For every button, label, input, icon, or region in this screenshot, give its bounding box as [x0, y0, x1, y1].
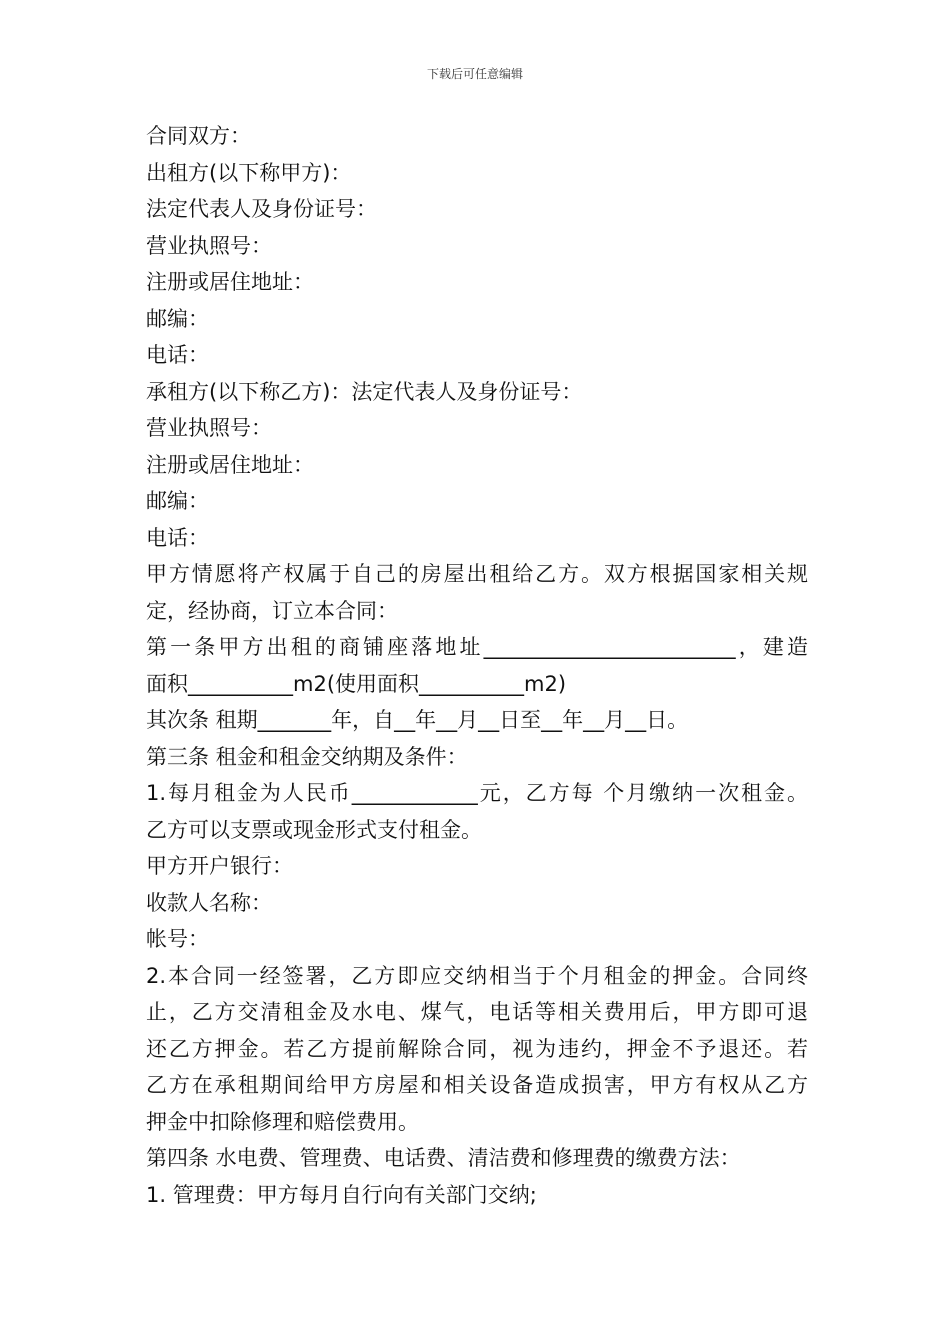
- text-line-lessee-address: 注册或居住地址：: [146, 452, 314, 477]
- text-line-lessor-representative: 法定代表人及身份证号：: [146, 197, 377, 221]
- text-line-preamble-1: 甲方情愿将产权属于自己的房屋出租给乙方。双方根据国家相关规: [146, 562, 808, 586]
- text-line-article-4: 第四条 水电费、管理费、电话费、清洁费和修理费的缴费方法：: [146, 1146, 741, 1170]
- text-line-preamble-2: 定，经协商，订立本合同：: [146, 598, 398, 623]
- text-line-article-1-a: 第一条甲方出租的商铺座落地址________________________，建造: [146, 635, 808, 659]
- text-line-deposit-b: 止，乙方交清租金及水电、煤气，电话等相关费用后，甲方即可退: [146, 1000, 808, 1024]
- text-line-article-3: 第三条 租金和租金交纳期及条件：: [146, 744, 468, 769]
- text-line-lessee: 承租方(以下称乙方)：法定代表人及身份证号：: [146, 379, 583, 404]
- text-line-lessor-address: 注册或居住地址：: [146, 270, 314, 294]
- text-line-lessor-license: 营业执照号：: [146, 233, 272, 258]
- text-line-rent-1-a: 1.每月租金为人民币____________元，乙方每 个月缴纳一次租金。: [146, 781, 808, 805]
- text-line-deposit-c: 还乙方押金。若乙方提前解除合同，视为违约，押金不予退还。若: [146, 1036, 808, 1061]
- text-line-lessee-phone: 电话：: [146, 525, 209, 550]
- text-line-bank: 甲方开户银行：: [146, 854, 293, 878]
- text-line-deposit-e: 押金中扣除修理和赔偿费用。: [146, 1109, 419, 1134]
- text-line-lessor-phone: 电话：: [146, 343, 209, 367]
- text-line-deposit-d: 乙方在承租期间给甲方房屋和相关设备造成损害，甲方有权从乙方: [146, 1073, 808, 1097]
- text-line-payee: 收款人名称：: [146, 890, 272, 915]
- text-line-article-1-b: 面积__________m2(使用面积__________m2): [146, 671, 567, 696]
- text-line-account: 帐号：: [146, 927, 209, 951]
- text-line-lessee-postcode: 邮编：: [146, 489, 209, 513]
- page-header-note: 下载后可任意编辑: [426, 67, 523, 81]
- contract-body: [146, 118, 808, 1213]
- text-line-deposit-a: 2.本合同一经签署，乙方即应交纳相当于个月租金的押金。合同终: [146, 963, 808, 988]
- text-line-parties: 合同双方：: [146, 124, 251, 148]
- text-line-lessee-license: 营业执照号：: [146, 416, 272, 440]
- text-line-rent-1-b: 乙方可以支票或现金形式支付租金。: [146, 817, 482, 842]
- text-line-lessor-postcode: 邮编：: [146, 306, 209, 331]
- text-line-lessor: 出租方(以下称甲方)：: [146, 160, 352, 185]
- text-line-article-2: 其次条 租期_______年，自__年__月__日至__年__月__日。: [146, 708, 689, 732]
- text-line-management-fee: 1. 管理费：甲方每月自行向有关部门交纳;: [146, 1182, 537, 1207]
